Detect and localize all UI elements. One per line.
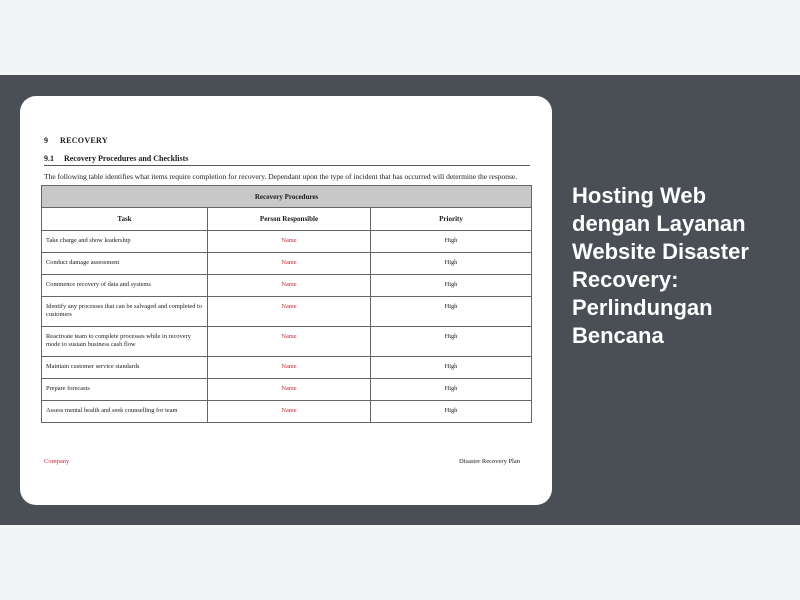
document-image-card[interactable] [20,96,552,505]
task-cell: Maintain customer service standards [42,357,208,379]
task-cell: Assess mental health and seek counselling for team [42,401,208,423]
task-cell: Conduct damage assessment [42,253,208,275]
column-header-task: Task [42,208,208,231]
table-row [42,231,532,253]
priority-cell: High [371,275,532,297]
person-cell: Name [208,401,371,423]
column-header-person: Person Responsible [208,208,371,231]
recovery-document [44,136,532,423]
task-cell: Take charge and show leadership [42,231,208,253]
table-row [42,253,532,275]
recovery-procedures-table [41,185,532,423]
article-headline[interactable]: Hosting Web dengan Layanan Website Disaster Recovery: Perlindungan Bencana [572,183,749,348]
column-header-priority: Priority [371,208,532,231]
priority-cell: High [371,231,532,253]
table-row [42,401,532,423]
person-cell: Name [208,253,371,275]
subsection-number: 9.1 [44,154,54,163]
intro-paragraph: The following table identifies what items require completion for recovery. Dependant upon the type of incident that has occurred will determine the response. [44,172,518,181]
table-caption: Recovery Procedures [42,186,532,208]
task-cell: Commence recovery of data and systems [42,275,208,297]
table-row [42,327,532,357]
section-heading [44,136,532,145]
person-cell: Name [208,327,371,357]
priority-cell: High [371,401,532,423]
priority-cell: High [371,357,532,379]
section-title: RECOVERY [60,136,108,145]
table-row [42,297,532,327]
priority-cell: High [371,297,532,327]
table-row [42,379,532,401]
person-cell: Name [208,275,371,297]
subsection-heading [44,154,530,166]
task-cell: Identify any processes that can be salvaged and completed to customers [42,297,208,327]
footer-plan-title: Disaster Recovery Plan [458,458,520,465]
person-cell: Name [208,297,371,327]
priority-cell: High [371,253,532,275]
priority-cell: High [371,327,532,357]
section-number: 9 [44,136,49,145]
task-cell: Reactivate team to complete processes while in recovery mode to sustain business cash flow [42,327,208,357]
task-cell: Prepare forecasts [42,379,208,401]
person-cell: Name [208,379,371,401]
person-cell: Name [208,357,371,379]
subsection-title: Recovery Procedures and Checklists [64,154,189,163]
table-row [42,275,532,297]
table-row [42,357,532,379]
priority-cell: High [371,379,532,401]
person-cell: Name [208,231,371,253]
footer-company: Company [44,458,70,465]
